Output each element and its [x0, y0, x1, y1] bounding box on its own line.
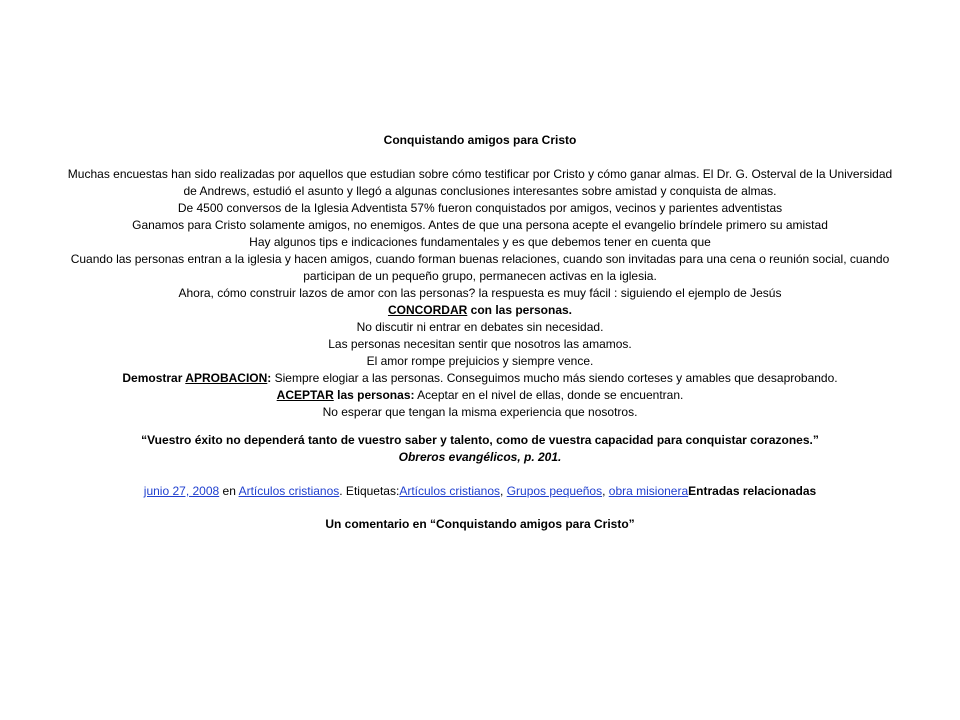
paragraph-encuestas: Muchas encuestas han sido realizadas por aquellos que estudian sobre cómo testificar por Cristo y cómo ganar almas. El Dr. G. Osterval de la Universidad de Andrews, estudió el asunto y llegó a algunas conclusiones interesantes sobre amistad y conquista de almas.: [67, 167, 893, 198]
line-tips: Hay algunos tips e indicaciones fundamentales y es que debemos tener en cuenta que: [249, 235, 711, 249]
line-sentir: Las personas necesitan sentir que nosotros las amamos.: [328, 337, 632, 351]
aprobacion-colon: :: [267, 371, 272, 385]
line-friends: Ganamos para Cristo solamente amigos, no enemigos. Antes de que una persona acepte el evangelio bríndele primero su amistad: [132, 218, 828, 232]
tag-link-articulos-cristianos[interactable]: Artículos cristianos: [399, 484, 501, 498]
tag-separator: ,: [500, 484, 507, 498]
quote-text: “Vuestro éxito no dependerá tanto de vuestro saber y talento, como de vuestra capacidad para conquistar corazones.”: [141, 433, 819, 447]
aceptar-rest: Aceptar en el nivel de ellas, donde se encuentran.: [414, 388, 684, 402]
post-category-link[interactable]: Artículos cristianos: [238, 484, 340, 498]
line-no-esperar: No esperar que tengan la misma experiencia que nosotros.: [322, 405, 638, 419]
article-content: [60, 132, 900, 533]
paragraph-people: Cuando las personas entran a la iglesia y hacen amigos, cuando forman buenas relaciones, cuando son invitadas para una cena o reunión social, cuando participan de un pequeño grupo, permanecen activas en la iglesia.: [70, 252, 890, 283]
tag-link-obra-misionera[interactable]: obra misionera: [608, 484, 689, 498]
tag-link-grupos-pequenos[interactable]: Grupos pequeños: [506, 484, 603, 498]
line-amor: El amor rompe prejuicios y siempre vence.: [366, 354, 594, 368]
article-title: Conquistando amigos para Cristo: [383, 133, 577, 147]
aprobacion-prefix: Demostrar: [122, 371, 186, 385]
quote-source: Obreros evangélicos, p. 201.: [398, 450, 562, 464]
post-in-text: en: [219, 484, 239, 498]
aceptar-keyword: ACEPTAR: [276, 388, 334, 402]
related-posts-label: Entradas relacionadas: [688, 484, 817, 498]
aprobacion-rest: Siempre elogiar a las personas. Conseguimos mucho más siendo corteses y amables que desaprobando.: [271, 371, 838, 385]
concordar-keyword: CONCORDAR: [387, 303, 468, 317]
tag-separator: ,: [602, 484, 609, 498]
aprobacion-keyword: APROBACION: [185, 371, 268, 385]
line-no-discutir: No discutir ni entrar en debates sin necesidad.: [356, 320, 604, 334]
line-aprobacion: [60, 370, 900, 387]
line-stats: De 4500 conversos de la Iglesia Adventista 57% fueron conquistados por amigos, vecinos y parientes adventistas: [177, 201, 783, 215]
line-concordar: [60, 302, 900, 319]
comments-heading: Un comentario en “Conquistando amigos para Cristo”: [325, 517, 635, 531]
tags-label: . Etiquetas:: [339, 484, 400, 498]
post-date-link[interactable]: junio 27, 2008: [143, 484, 220, 498]
post-meta: [60, 483, 900, 500]
line-aceptar: [60, 387, 900, 404]
line-question: Ahora, cómo construir lazos de amor con las personas? la respuesta es muy fácil : siguiendo el ejemplo de Jesús: [178, 286, 782, 300]
concordar-rest: con las personas.: [467, 303, 573, 317]
aceptar-bold-rest: las personas:: [333, 388, 415, 402]
spacer: [60, 149, 900, 166]
